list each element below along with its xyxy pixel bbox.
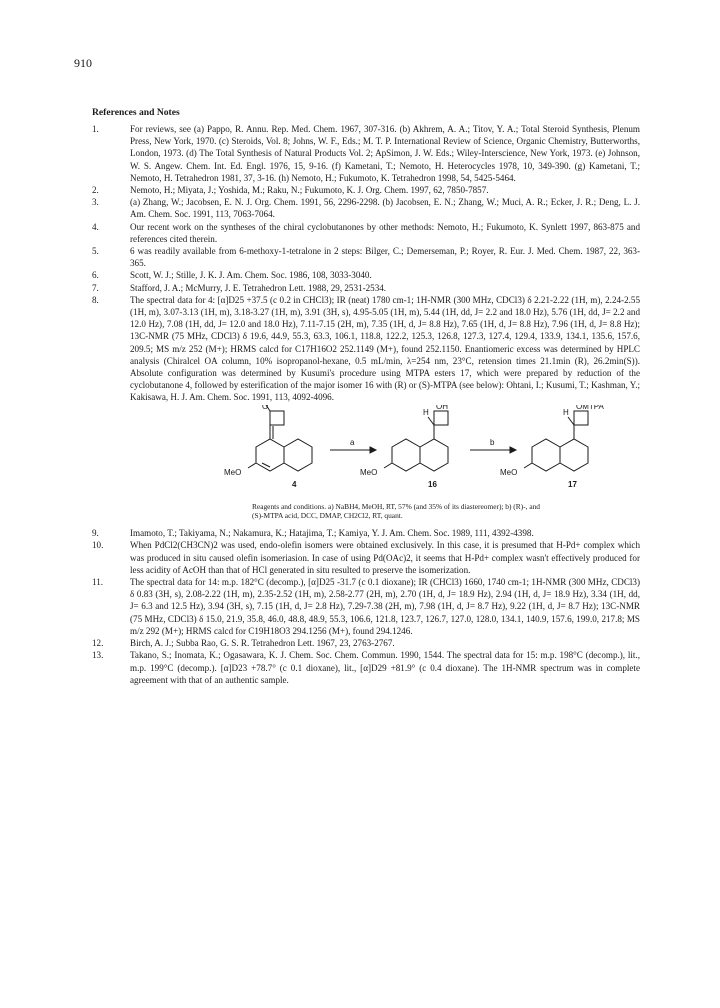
compound-4-oxygen: O — [262, 404, 269, 411]
compound-17-hydrogen: H — [563, 407, 569, 417]
section-heading: References and Notes — [92, 107, 180, 118]
reference-item — [92, 245, 640, 269]
reference-number: 8. — [92, 294, 99, 305]
compound-16-structure — [384, 411, 448, 471]
compound-4-substituent: MeO — [224, 467, 242, 477]
reference-text: For reviews, see (a) Pappo, R. Annu. Rep. Med. Chem. 1967, 307-316. (b) Akhrem, A. A.; Titov, Y. A.; Total Steroid Synthesis, Plenum Press, New York, 1970. (c) Steroids, Vol. 8; Johns, W. F., Eds.; M. T. P. International Review of Science, Organic Chemistry, Butterworths, London, 1973. (d) The Total Synthesis of Natural Products Vol. 2; ApSimon, J. W. Eds.; Wiley-Interscience, New York, 1973. (e) Johnson, W. S. Angew. Chem. Int. Ed. Engl. 1976, 15, 9-16. (f) Kametani, T.; Nemoto, H. Heterocycles 1978, 10, 349-390. (g) Kametani, T.; Nemoto, H. Tetrahedron 1981, 37, 3-16. (h) Nemoto, H.; Fukumoto, K. Tetrahedron 1998, 54, 5425-5464. — [130, 124, 640, 183]
compound-4-number: 4 — [292, 479, 297, 489]
reference-number: 13. — [92, 650, 104, 661]
reference-number: 12. — [92, 638, 104, 649]
arrow-a-label: a — [350, 437, 355, 447]
reference-item — [92, 184, 640, 196]
compound-16-substituent: MeO — [360, 467, 378, 477]
reference-text: The spectral data for 4: [α]D25 +37.5 (c 0.2 in CHCl3); IR (neat) 1780 cm-1; 1H-NMR (300 MHz, CDCl3) δ 2.21-2.22 (1H, m), 2.24-2.55 (1H, m), 3.07-3.13 (1H, m), 3.18-3.27 (1H, m), 3.91 (3H, s), 4.95-5.05 (1H, m), 5.44 (1H, dd, J= 2.2 and 18.0 Hz), 5.76 (1H, dd, J= 2.2 and 12.0 Hz), 7.08 (1H, dd, J= 12.0 and 18.0 Hz), 7.11-7.15 (2H, m), 7.35 (1H, d, J= 8.8 Hz), 7.65 (1H, d, J= 8.8 Hz), 7.96 (1H, d, J= 8.8 Hz); 13C-NMR (75 MHz, CDCl3) δ 19.6, 44.9, 55.3, 63.3, 106.1, 118.8, 122.2, 125.3, 126.8, 127.3, 127.4, 129.4, 133.9, 134.1, 135.6, 157.6, 209.5; MS m/z 252 (M+); HRMS calcd for C17H16O2 252.1149 (M+), found 252.1150. Enantiomeric excess was determined by HPLC analysis (Chiralcel OA column, 10% isopropanol-hexane, 0.5 mL/min, λ=254 nm, 23°C, retension times 21.1min (R), 26.2min(S)). Absolute configuration was determined by Kusumi's procedure using MTPA esters 17, which were prepared by reduction of the cyclobutanone 4, followed by esterification of the major isomer 16 with (R) or (S)-MTPA (see below): Ohtani, I.; Kusumi, T.; Kashman, Y.; Kakisawa, H. J. Am. Chem. Soc. 1991, 113, 4092-4096. — [130, 294, 640, 403]
reference-item — [92, 123, 640, 184]
reference-text: Our recent work on the syntheses of the chiral cyclobutanones by other methods: Nemoto, H.; Fukumoto, K. Synlett 1997, 863-875 and references cited therein. — [130, 221, 640, 244]
reference-number: 7. — [92, 282, 99, 293]
arrow-b-label: b — [490, 437, 495, 447]
reference-item — [92, 637, 640, 649]
compound-17-mtpa-ester: OMTPA — [576, 404, 604, 411]
reference-item — [92, 196, 640, 220]
reference-list — [92, 123, 640, 686]
reference-item — [92, 649, 640, 686]
reference-item — [92, 221, 640, 245]
compound-17-structure — [524, 411, 588, 471]
reference-item — [92, 282, 640, 294]
compound-16-hydrogen: H — [423, 407, 429, 417]
reference-text: Birch, A. J.; Subba Rao, G. S. R. Tetrahedron Lett. 1967, 23, 2763-2767. — [130, 638, 395, 649]
reference-text: Takano, S.; Inomata, K.; Ogasawara, K. J. Chem. Soc. Chem. Commun. 1990, 1544. The spectral data for 15: m.p. 198°C (decomp.), lit., m.p. 199°C (decomp.). [α]D23 +78.7° (c 0.1 dioxane), lit., [α]D29 +81.9° (c 0.4 dioxane). The 1H-NMR spectrum was in complete agreement with that of an authentic sample. — [130, 650, 640, 685]
compound-16-hydroxyl: OH — [436, 404, 448, 411]
reference-number: 1. — [92, 124, 99, 134]
reference-number: 2. — [92, 185, 99, 196]
compound-17-number: 17 — [568, 479, 577, 489]
reference-text: Nemoto, H.; Miyata, J.; Yoshida, M.; Raku, N.; Fukumoto, K. J. Org. Chem. 1997, 62, 7850-7857. — [130, 185, 489, 196]
reference-text: Scott, W. J.; Stille, J. K. J. Am. Chem. Soc. 1986, 108, 3033-3040. — [130, 270, 372, 281]
reference-item — [92, 539, 640, 576]
reference-text: When PdCl2(CH3CN)2 was used, endo-olefin isomers were obtained exclusively. In this case, it is presumed that H-Pd+ complex which was produced in situ caused olefin isomeriasion. In case of using Pd(OAc)2, it seems that H-Pd+ complex wasn't effectively produced for less acidity of AcOH than that of HCl generated in situ resulted to preserve the isomerization. — [130, 540, 640, 575]
reference-number: 10. — [92, 540, 104, 551]
reference-item — [92, 527, 640, 539]
scheme-caption: Reagents and conditions. a) NaBH4, MeOH, RT, 57% (and 35% of its diastereomer); b) (R)-, and (S)-MTPA acid, DCC, DMAP, CH2Cl2, RT, quant. — [252, 501, 540, 521]
compound-17-substituent: MeO — [500, 467, 518, 477]
compound-16-number: 16 — [428, 479, 437, 489]
reference-text: Imamoto, T.; Takiyama, N.; Nakamura, K.; Hatajima, T.; Kamiya, Y. J. Am. Chem. Soc. 1989, 111, 4392-4398. — [130, 528, 534, 539]
reference-text: 6 was readily available from 6-methoxy-1-tetralone in 2 steps: Bilger, C.; Demerseman, P.; Royer, R. Eur. J. Med. Chem. 1987, 22, 363-365. — [130, 246, 640, 269]
reference-number: 4. — [92, 221, 99, 232]
reference-number: 9. — [92, 528, 99, 539]
reference-number: 5. — [92, 246, 99, 257]
reference-item — [92, 576, 640, 637]
reference-text: Stafford, J. A.; McMurry, J. E. Tetrahedron Lett. 1988, 29, 2531-2534. — [130, 282, 387, 293]
scheme-drawing — [92, 405, 640, 501]
reference-item — [92, 269, 640, 281]
reference-number: 3. — [92, 197, 99, 208]
compound-4-structure — [248, 405, 312, 471]
reference-number: 6. — [92, 270, 99, 281]
reference-number: 11. — [92, 577, 104, 588]
page-number: 910 — [74, 56, 92, 70]
reaction-scheme — [92, 405, 640, 501]
reference-text: The spectral data for 14: m.p. 182°C (decomp.), [α]D25 -31.7 (c 0.1 dioxane); IR (CHCl3) 1660, 1740 cm-1; 1H-NMR (300 MHz, CDCl3) δ 0.83 (3H, s), 2.08-2.22 (1H, m), 2.35-2.52 (1H, m), 2.58-2.77 (2H, m), 2.70 (1H, d, J= 18.9 Hz), 2.94 (1H, d, J= 18.9 Hz), 3.34 (1H, dd, J= 6.3 and 12.5 Hz), 3.94 (3H, s), 7.15 (1H, d, J= 2.8 Hz), 7.29-7.38 (2H, m), 7.98 (1H, d, J= 8.7 Hz), 9.22 (1H, d, J= 8.7 Hz); 13C-NMR (75 MHz, CDCl3) δ 15.0, 21.9, 35.8, 46.0, 48.8, 48.9, 55.3, 106.6, 121.8, 123.7, 126.7, 127.0, 128.0, 134.1, 140.9, 157.6, 199.0, 217.8; MS m/z 292 (M+); HRMS calcd for C19H18O3 294.1256 (M+), found 294.1246. — [130, 577, 640, 636]
reference-item — [92, 294, 640, 404]
reference-text: (a) Zhang, W.; Jacobsen, E. N. J. Org. Chem. 1991, 56, 2296-2298. (b) Jacobsen, E. N.; Zhang, W.; Muci, A. R.; Ecker, J. R.; Deng, L. J. Am. Chem. Soc. 1991, 113, 7063-7064. — [130, 197, 640, 220]
